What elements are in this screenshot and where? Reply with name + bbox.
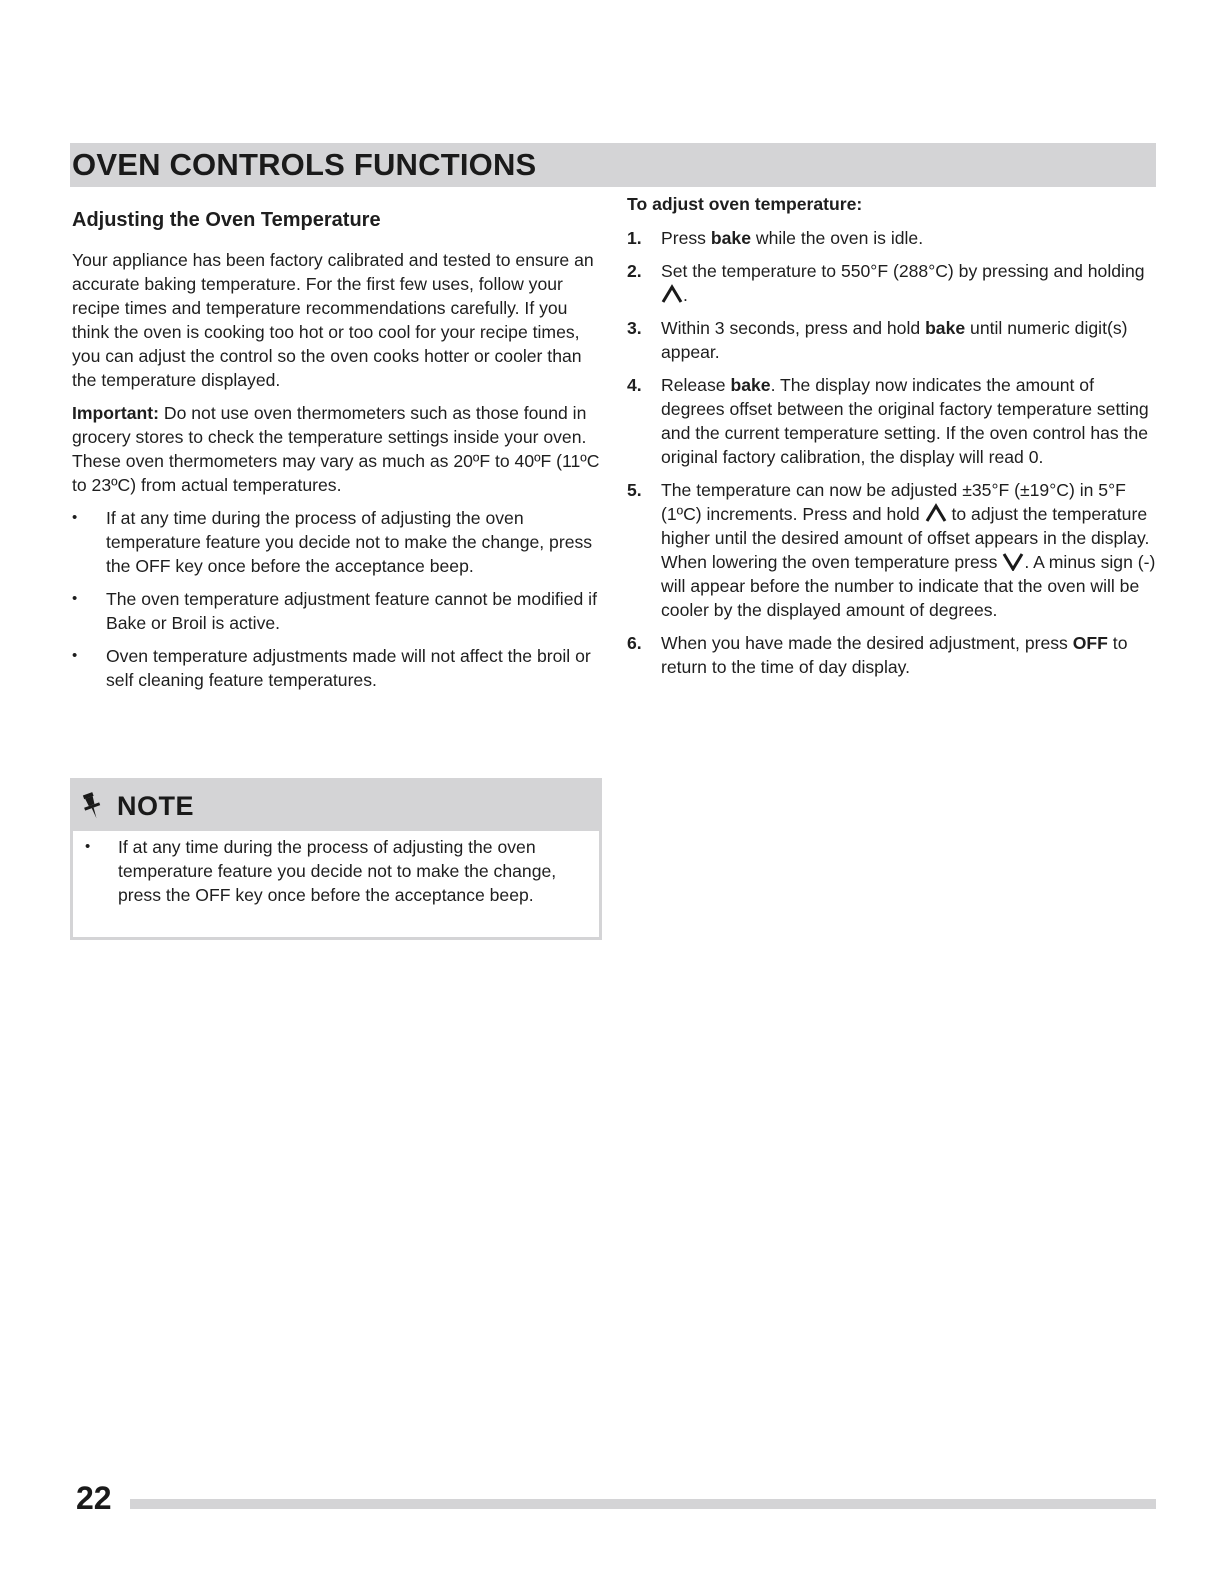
step-keyword: bake [925, 318, 966, 338]
section-header-bar [70, 143, 1156, 187]
step-keyword: bake [730, 375, 771, 395]
list-item: • If at any time during the process of adjusting the oven temperature feature you decide not to make the change, press the OFF key once before the acceptance beep. [72, 506, 602, 578]
note-title: NOTE [117, 790, 195, 821]
important-text: Do not use oven thermometers such as those found in grocery stores to check the temperature settings inside your oven. These oven thermometers may vary as much as 20ºF to 40ºF (11ºC to 23ºC) from actual temperatures. [72, 403, 600, 495]
note-body [73, 831, 599, 907]
step-text: to return to the time of day display. [661, 633, 1128, 677]
step-text: Within 3 seconds, press and hold [661, 318, 926, 338]
note-box [70, 778, 602, 940]
list-item: • Oven temperature adjustments made will not affect the broil or self cleaning feature temperatures. [72, 644, 602, 692]
list-item: • The oven temperature adjustment feature cannot be modified if Bake or Broil is active. [72, 587, 602, 635]
step-item [627, 226, 1157, 250]
steps-list [627, 226, 1157, 679]
step-item [627, 259, 1157, 307]
step-text: The temperature can now be adjusted ±35°F (±19°C) in 5°F (1ºC) increments. Press and hold [661, 480, 1126, 524]
step-number: 4. [627, 375, 642, 395]
step-item [627, 373, 1157, 469]
steps-heading: To adjust oven temperature: [627, 194, 863, 214]
up-arrow-icon [925, 503, 947, 523]
step-item [627, 478, 1157, 622]
step-text: while the oven is idle. [750, 228, 924, 248]
bullet-list [72, 506, 602, 692]
step-text: Release [661, 375, 731, 395]
step-item [627, 631, 1157, 679]
step-text: Press [661, 228, 711, 248]
note-text: • If at any time during the process of adjusting the oven temperature feature you decide not to make the change, press the OFF key once before the acceptance beep. [85, 835, 589, 907]
step-number: 5. [627, 480, 642, 500]
note-header [73, 781, 599, 831]
step-item [627, 316, 1157, 364]
step-text: to adjust the temperature higher until the desired amount of offset appears in the display. When lowering the oven temperature press [661, 504, 1150, 572]
step-text: . A minus sign (-) will appear before the number to indicate that the oven will be cooler by the displayed amount of degrees. [661, 552, 1156, 620]
step-text: Set the temperature to 550°F (288°C) by pressing and holding [661, 261, 1145, 281]
section-heading: Adjusting the Oven Temperature [72, 209, 381, 231]
step-number: 3. [627, 318, 642, 338]
step-keyword: OFF [1072, 633, 1108, 653]
pushpin-icon [81, 792, 103, 820]
step-text: . The display now indicates the amount of degrees offset between the original factory temperature setting and the current temperature setting. If the oven control has the original factory calibration, the display will read 0. [661, 375, 1149, 467]
important-label: Important: [72, 403, 159, 423]
step-text: . [683, 285, 688, 305]
footer-rule [130, 1499, 1156, 1509]
intro-paragraph: Your appliance has been factory calibrated and tested to ensure an accurate baking temperature. For the first few uses, follow your recipe times and temperature recommendations carefully. If you think the oven is cooking too hot or too cool for your recipe times, you can adjust the control so the oven cooks hotter or cooler than the temperature displayed. [72, 250, 594, 390]
step-text: When you have made the desired adjustment, press [661, 633, 1073, 653]
important-paragraph [72, 401, 602, 497]
step-number: 6. [627, 633, 642, 653]
down-arrow-icon [1002, 551, 1024, 571]
page-title: OVEN CONTROLS FUNCTIONS [72, 147, 537, 182]
page-number: 22 [76, 1480, 112, 1516]
left-column [72, 206, 602, 701]
step-keyword: bake [710, 228, 751, 248]
step-number: 1. [627, 228, 642, 248]
step-text: until numeric digit(s) appear. [661, 318, 1128, 362]
up-arrow-icon [661, 284, 683, 304]
step-number: 2. [627, 261, 642, 281]
right-column [627, 192, 1157, 688]
